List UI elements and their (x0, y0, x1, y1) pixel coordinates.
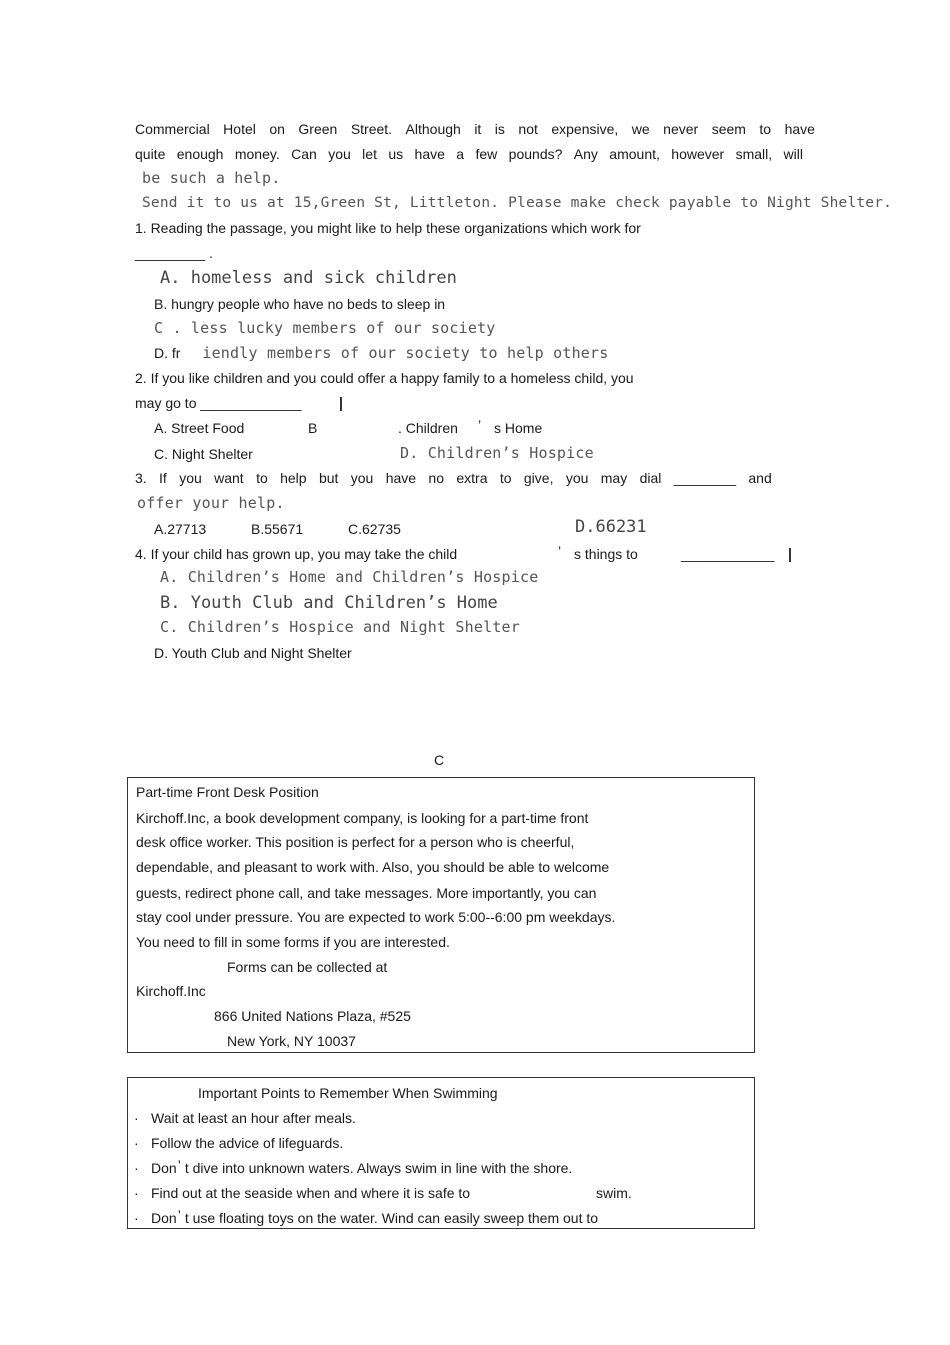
word: you (565, 470, 589, 486)
word: let (362, 146, 377, 162)
bullet: · (134, 1160, 139, 1176)
ad-line: stay cool under pressure. You are expected to work 5:00--6:00 pm weekdays. (136, 909, 616, 925)
q1-option-a[interactable]: A. homeless and sick children (160, 268, 457, 288)
swim-point (151, 1209, 598, 1227)
word: Green (298, 121, 338, 137)
word: us (388, 146, 404, 162)
bullet: · (134, 1110, 139, 1126)
word: Any (573, 146, 598, 162)
q2-option-b-text: . Children (398, 420, 458, 436)
word: but (318, 470, 339, 486)
apostrophe: ’ (478, 417, 482, 433)
ad-forms: Forms can be collected at (227, 959, 388, 975)
ad-address-2: New York, NY 10037 (227, 1033, 356, 1049)
word: however (671, 146, 725, 162)
q2-stem-2: may go to _____________ (135, 395, 302, 411)
passage-line-3: be such a help. (142, 169, 281, 187)
word: expensive, (551, 121, 619, 137)
word: quite (135, 146, 166, 162)
q4-option-c[interactable]: C. Children’s Hospice and Night Shelter (160, 618, 520, 636)
q2-option-b[interactable]: B (308, 420, 318, 436)
swim-title: Important Points to Remember When Swimming (198, 1085, 498, 1101)
word: no (428, 470, 444, 486)
word: a (456, 146, 465, 162)
swim-point: Follow the advice of lifeguards. (151, 1135, 344, 1151)
q1-option-d-prefix: D. fr (154, 345, 181, 361)
q3-option-c[interactable]: C.62735 (348, 521, 401, 537)
q2-stem: 2. If you like children and you could offer a happy family to a homeless child, you (135, 370, 634, 386)
q4-option-b[interactable]: B. Youth Club and Children’s Home (160, 593, 498, 613)
q1-option-d[interactable] (154, 344, 609, 362)
word: have (385, 470, 417, 486)
bullet: · (134, 1135, 139, 1151)
word: give, (523, 470, 554, 486)
ad-line: dependable, and pleasant to work with. Also, you should be able to welcome (136, 859, 610, 875)
q1-option-b[interactable]: B. hungry people who have no beds to sleep in (154, 296, 446, 312)
apostrophe: ’ (177, 1157, 181, 1173)
word: small, (735, 146, 773, 162)
word: will (783, 146, 803, 162)
swim-point-part: t dive into unknown waters. Always swim in line with the shore. (184, 1160, 573, 1176)
q4-stem-2: s things to (574, 546, 638, 562)
word: you (328, 146, 351, 162)
word: Street. (350, 121, 393, 137)
bullet: · (134, 1185, 139, 1201)
word: enough (176, 146, 224, 162)
q1-stem: 1. Reading the passage, you might like to help these organizations which work for (135, 220, 641, 236)
q3-option-a[interactable]: A.27713 (154, 521, 207, 537)
job-ad-box (127, 777, 755, 1053)
word: have (414, 146, 445, 162)
word: 3. (135, 470, 147, 486)
q2-option-c[interactable]: C. Night Shelter (154, 446, 253, 462)
word: few (475, 146, 498, 162)
word: Commercial (135, 121, 210, 137)
word: you (179, 470, 202, 486)
q2-option-a[interactable]: A. Street Food (154, 420, 245, 436)
ad-line: desk office worker. This position is perfect for a person who is cheerful, (136, 834, 575, 850)
q4-option-d[interactable]: D. Youth Club and Night Shelter (154, 645, 352, 661)
ad-company: Kirchoff.Inc (136, 983, 206, 999)
word: If (159, 470, 167, 486)
text-cursor (340, 394, 342, 412)
word: Although (405, 121, 461, 137)
word: ________ (673, 470, 737, 486)
word: dial (639, 470, 662, 486)
swim-point: Wait at least an hour after meals. (151, 1110, 356, 1126)
q2-option-b-text-2: s Home (494, 420, 543, 436)
q3-stem-2: offer your help. (137, 494, 285, 512)
word: help (280, 470, 307, 486)
word: you (350, 470, 374, 486)
swim-point: Find out at the seaside when and where it is safe to (151, 1185, 471, 1201)
word: to (759, 121, 772, 137)
word: want (214, 470, 244, 486)
bullet: · (134, 1210, 139, 1226)
word: seem (711, 121, 746, 137)
q1-option-d-text: iendly members of our society to help others (202, 344, 609, 362)
word: have (784, 121, 815, 137)
apostrophe: ’ (177, 1207, 181, 1223)
text-cursor (789, 545, 791, 563)
swim-point-part: Don (151, 1210, 177, 1226)
passage-line-4: Send it to us at 15,Green St, Littleton. Please make check payable to Night Shelter. (142, 195, 893, 211)
ad-address-1: 866 United Nations Plaza, #525 (214, 1008, 411, 1024)
q4-blank: ____________ (681, 546, 775, 562)
ad-line: Kirchoff.Inc, a book development company, is looking for a part-time front (136, 810, 589, 826)
ad-title: Part-time Front Desk Position (136, 784, 319, 800)
passage-line-2 (135, 145, 803, 163)
q3-option-b[interactable]: B.55671 (251, 521, 304, 537)
q2-option-d[interactable]: D. Children’s Hospice (400, 444, 594, 462)
word: and (748, 470, 772, 486)
word: money. (234, 146, 280, 162)
q4-option-a[interactable]: A. Children’s Home and Children’s Hospice (160, 568, 539, 586)
word: it (474, 121, 482, 137)
word: not (518, 121, 538, 137)
word: is (494, 121, 505, 137)
passage-line-1 (135, 120, 815, 138)
word: pounds? (508, 146, 563, 162)
word: we (631, 121, 650, 137)
word: Can (291, 146, 317, 162)
ad-line: You need to fill in some forms if you are interested. (136, 934, 450, 950)
word: extra (456, 470, 488, 486)
word: to (499, 470, 512, 486)
q3-stem (135, 469, 772, 487)
swim-point-end: swim. (596, 1185, 632, 1201)
word: to (256, 470, 268, 486)
q1-blank: _________ . (135, 245, 213, 261)
swim-point-part: t use floating toys on the water. Wind can easily sweep them out to (184, 1210, 599, 1226)
word: Hotel (223, 121, 256, 137)
q3-option-d[interactable]: D.66231 (575, 517, 647, 537)
swimming-tips-box (127, 1077, 755, 1229)
swim-point-part: Don (151, 1160, 177, 1176)
q1-option-c[interactable]: C . less lucky members of our society (154, 319, 496, 337)
word: on (269, 121, 285, 137)
q4-stem: 4. If your child has grown up, you may take the child (135, 546, 458, 562)
word: never (663, 121, 699, 137)
word: amount, (609, 146, 660, 162)
section-label: C (434, 752, 445, 768)
apostrophe: ’ (558, 543, 562, 559)
word: may (600, 470, 628, 486)
swim-point (151, 1159, 572, 1177)
ad-line: guests, redirect phone call, and take messages. More importantly, you can (136, 885, 597, 901)
